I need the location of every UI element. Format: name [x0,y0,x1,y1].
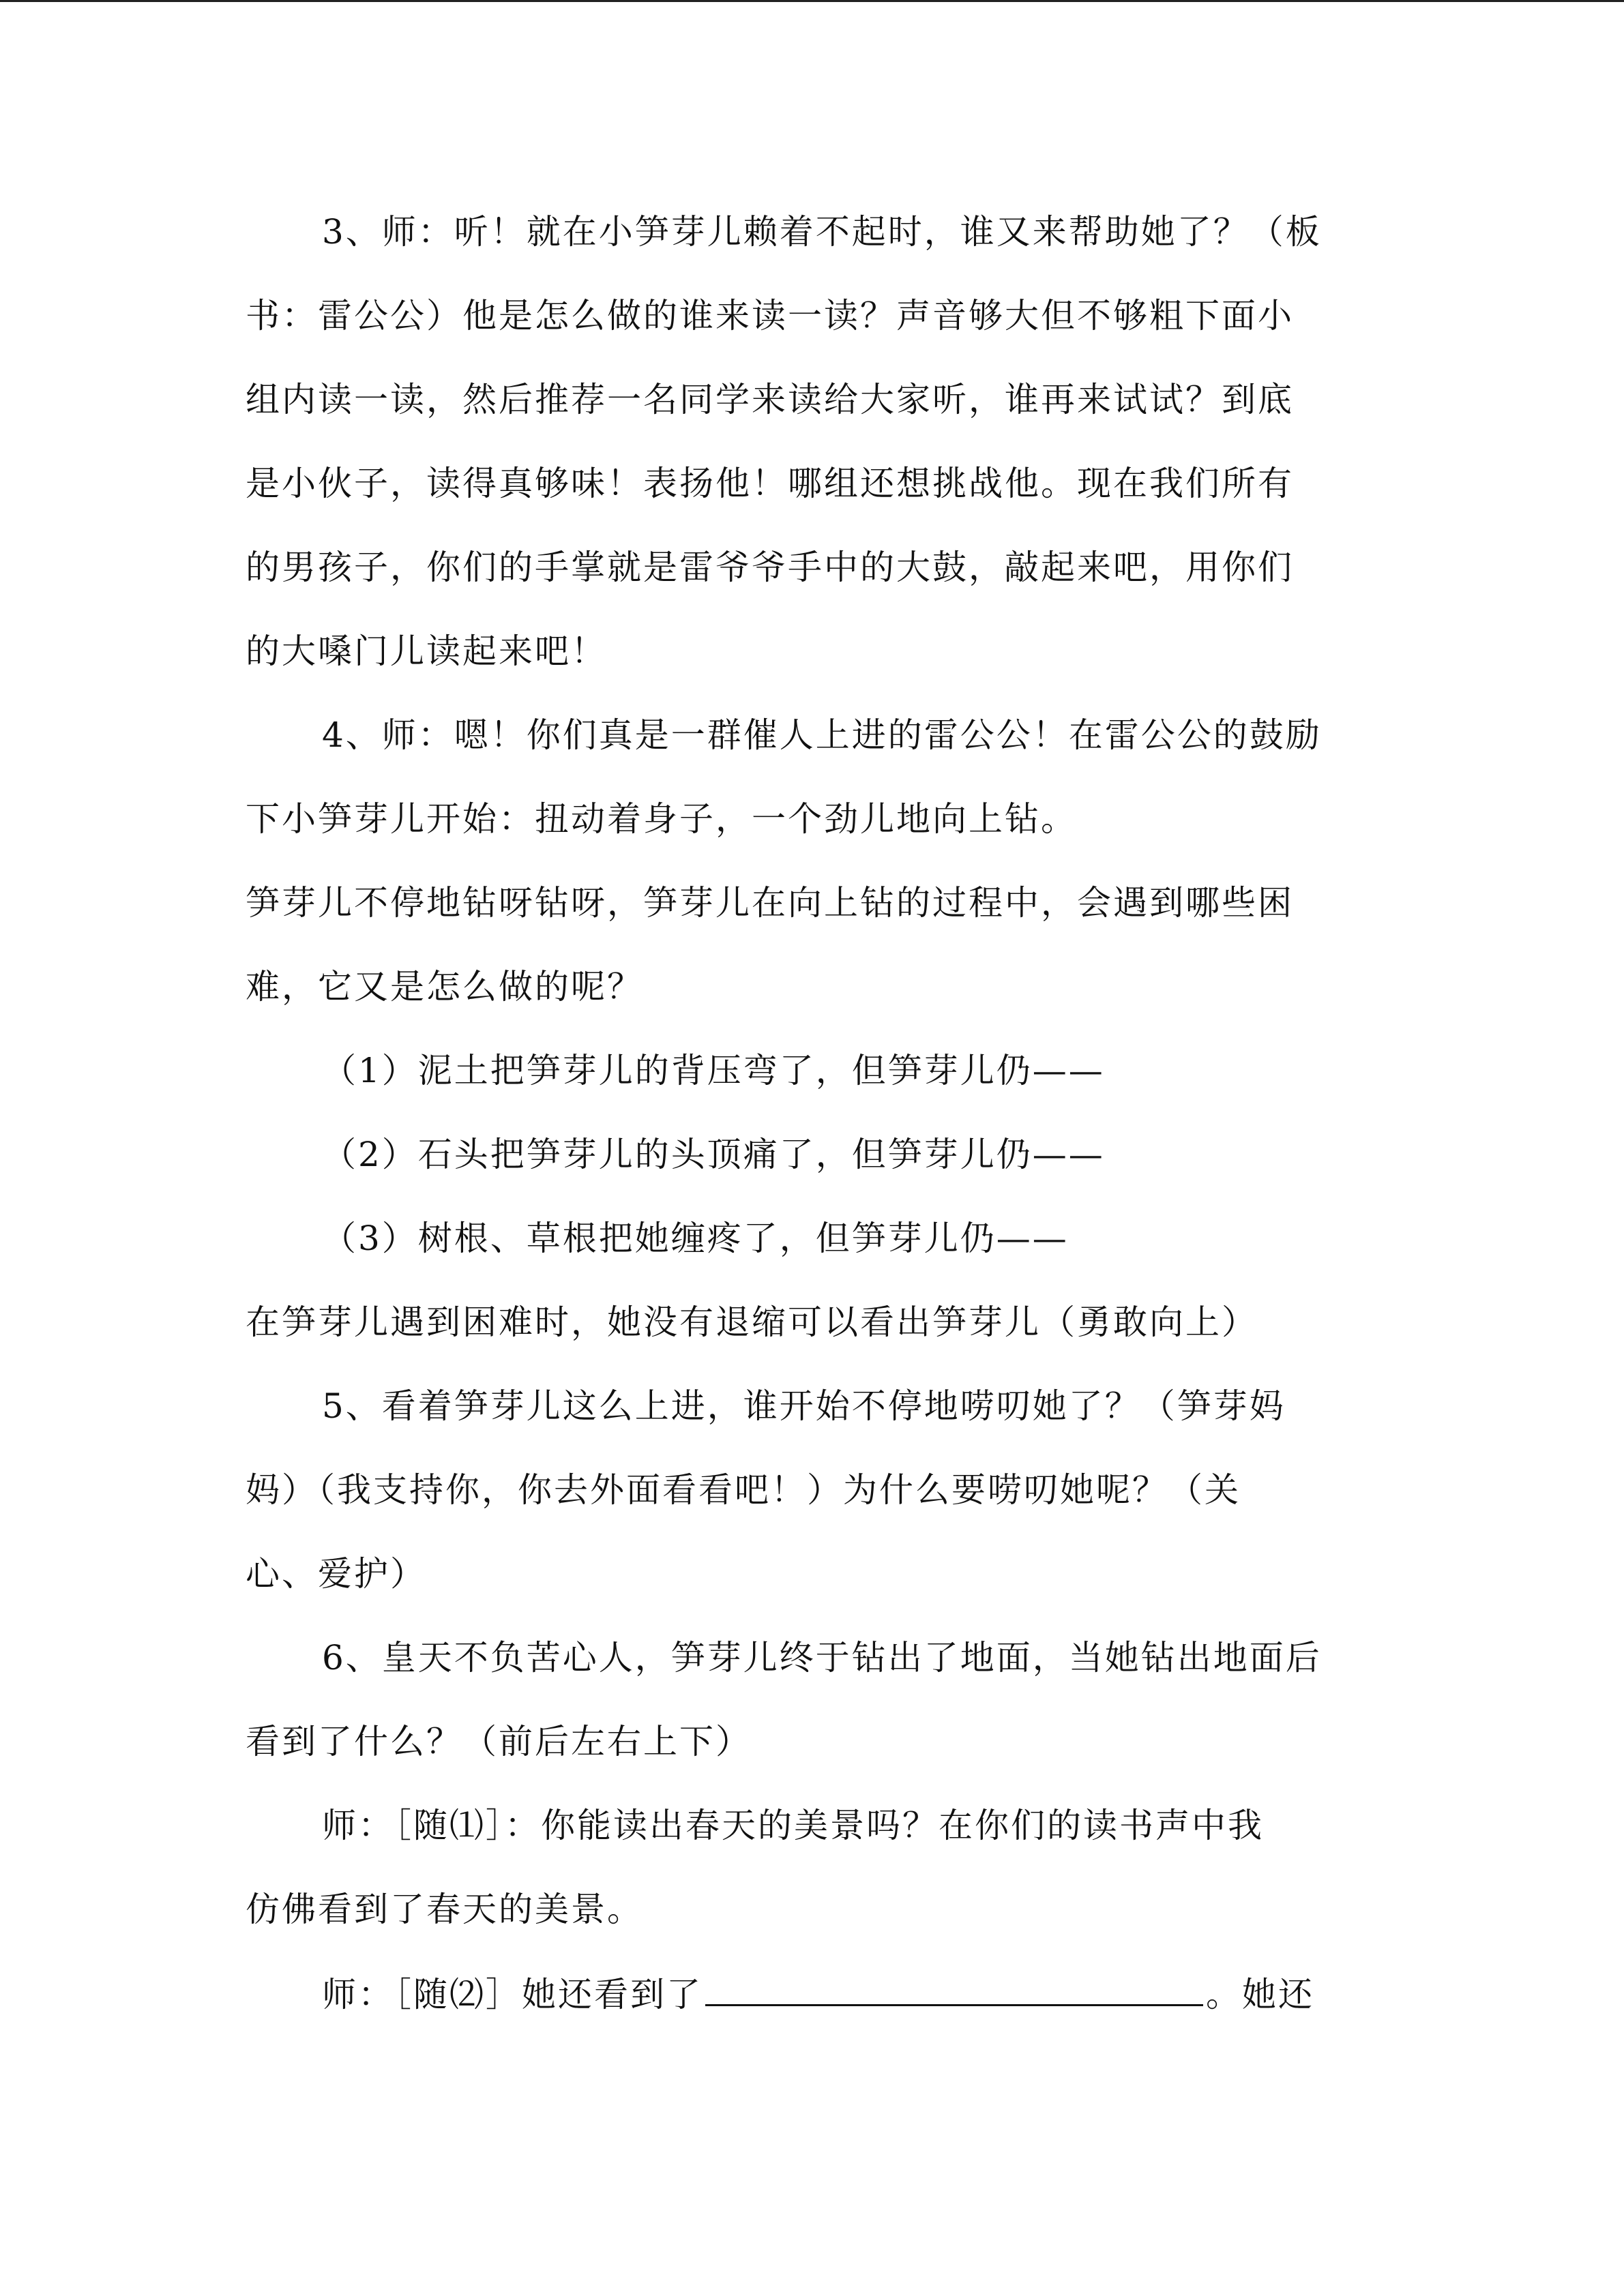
paragraph-3-line-5: 的男孩子，你们的手掌就是雷爷爷手中的大鼓，敲起来吧，用你们 [246,548,1294,587]
list-item-3: （3）树根、草根把她缠疼了，但笋芽儿仍—— [322,1219,1069,1258]
question-line-2: 难，它又是怎么做的呢？ [246,967,643,1007]
paragraph-5-line-1: 5、看着笋芽儿这么上进，谁开始不停地唠叨她了？（笋芽妈 [322,1386,1286,1426]
conclusion-line: 在笋芽儿遇到困难时，她没有退缩可以看出笋芽儿（勇敢向上） [246,1302,1258,1342]
paragraph-7-line-1: 师：［随⑴］：你能读出春天的美景吗？在你们的读书声中我 [322,1806,1264,1845]
paragraph-3-line-4: 是小伙子，读得真够味！表扬他！哪组还想挑战他。现在我们所有 [246,464,1294,503]
paragraph-5-line-3: 心、爱护） [246,1554,426,1594]
paragraph-5-line-2: 妈）（我支持你，你去外面看看吧！）为什么要唠叨她呢？（关 [246,1470,1241,1510]
list-item-2: （2）石头把笋芽儿的头顶痛了，但笋芽儿仍—— [322,1135,1105,1174]
top-border-line [0,0,1624,2]
paragraph-6-line-2: 看到了什么？（前后左右上下） [246,1722,752,1761]
paragraph-3-line-1: 3、师：听！就在小笋芽儿赖着不起时，谁又来帮助她了？（板 [322,212,1322,252]
question-line-1: 笋芽儿不停地钻呀钻呀，笋芽儿在向上钻的过程中，会遇到哪些困 [246,883,1294,923]
paragraph-4-line-1: 4、师：嗯！你们真是一群催人上进的雷公公！在雷公公的鼓励 [322,715,1322,755]
paragraph-7-line-2: 仿佛看到了春天的美景。 [246,1890,643,1929]
list-item-1: （1）泥土把笋芽儿的背压弯了，但笋芽儿仍—— [322,1051,1105,1090]
paragraph-8-line-1 [322,1966,1314,2021]
paragraph-3-line-3: 组内读一读，然后推荐一名同学来读给大家听，谁再来试试？到底 [246,380,1294,419]
fill-in-blank [705,1966,1203,2006]
paragraph-3-line-6: 的大嗓门儿读起来吧！ [246,631,607,671]
paragraph-8-text-after-blank: 。她还 [1206,1975,1314,2014]
paragraph-8-text-before-blank: 师：［随⑵］她还看到了 [322,1975,703,2014]
paragraph-4-line-2: 下小笋芽儿开始：扭动着身子，一个劲儿地向上钻。 [246,799,1077,839]
paragraph-3-line-2: 书：雷公公）他是怎么做的谁来读一读？声音够大但不够粗下面小 [246,296,1294,336]
paragraph-6-line-1: 6、皇天不负苦心人，笋芽儿终于钻出了地面，当她钻出地面后 [322,1638,1322,1678]
